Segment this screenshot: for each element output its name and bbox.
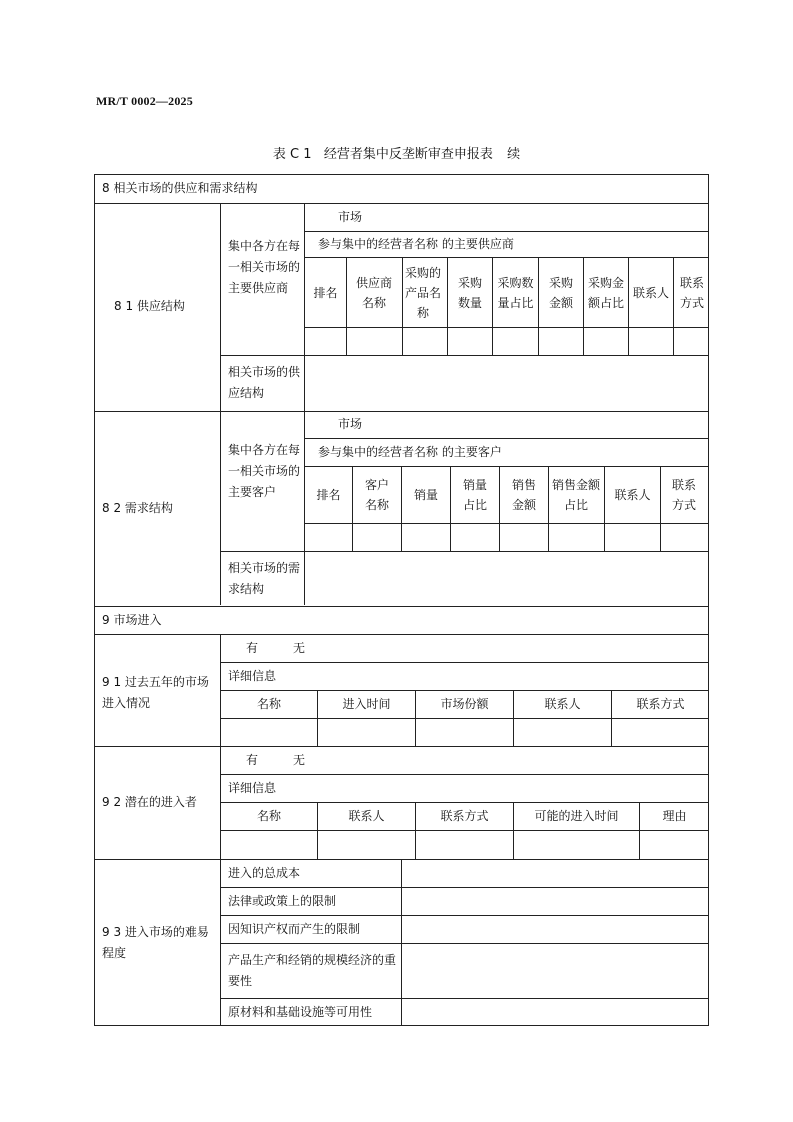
demand-col-contact-method: 联系方式 (671, 478, 696, 512)
entry-ease-label: 9 3 进入市场的难易程度 (102, 925, 209, 960)
demand-market-structure-label: 相关市场的需求结构 (228, 561, 301, 596)
past-col-market-share: 市场份额 (440, 697, 489, 711)
table-title-name: 经营者集中反垄断审查申报表 (323, 147, 493, 162)
demand-col-sales-volume-share: 销量占比 (462, 478, 487, 512)
demand-col-sales-volume: 销量 (413, 488, 438, 502)
supply-market-label: 市场 (338, 210, 363, 224)
potential-col-contact: 联系人 (348, 809, 385, 823)
entry-ease-item-legal-limits: 法律或政策上的限制 (228, 894, 337, 908)
supply-col-purchase-qty-share: 采购数量占比 (497, 276, 534, 310)
table-title-label: 表 C 1 (272, 147, 312, 162)
supply-col-purchase-amount: 采购金额 (548, 276, 573, 310)
supply-col-contact: 联系人 (632, 286, 669, 300)
past-entry-no: 无 (293, 641, 306, 655)
section-9-title: 9 市场进入 (102, 613, 162, 627)
supply-col-purchase-amount-share: 采购金额占比 (587, 276, 624, 310)
potential-col-name: 名称 (256, 809, 281, 823)
document-number: MR/T 0002—2025 (96, 94, 193, 108)
supply-col-rank: 排名 (313, 286, 338, 300)
section-8-title: 8 相关市场的供应和需求结构 (102, 181, 258, 195)
supply-col-contact-method: 联系方式 (679, 276, 704, 310)
demand-market-label: 市场 (338, 417, 363, 431)
past-col-name: 名称 (256, 697, 281, 711)
potential-entrant-no: 无 (293, 753, 306, 767)
supply-main-suppliers-label: 集中各方在每一相关市场的主要供应商 (228, 239, 301, 295)
supply-col-purchase-qty: 采购数量 (457, 276, 482, 310)
demand-col-customer-name: 客户名称 (364, 478, 389, 512)
past-col-contact: 联系人 (544, 697, 581, 711)
entry-ease-item-ip-limits: 因知识产权而产生的限制 (228, 922, 361, 936)
entry-ease-item-raw-materials: 原材料和基础设施等可用性 (228, 1005, 373, 1019)
entry-ease-item-total-cost: 进入的总成本 (228, 866, 301, 880)
past-entry-detail: 详细信息 (228, 669, 277, 683)
demand-col-rank: 排名 (316, 488, 341, 502)
potential-col-entry-time: 可能的进入时间 (534, 809, 619, 823)
potential-entrant-detail: 详细信息 (228, 781, 277, 795)
past-col-entry-time: 进入时间 (342, 697, 391, 711)
demand-col-contact: 联系人 (614, 488, 651, 502)
application-form-table (94, 174, 709, 1026)
supply-structure-label: 8 1 供应结构 (114, 299, 185, 313)
demand-col-sales-amount-share: 销售金额占比 (552, 478, 601, 512)
past-entry-yes: 有 (246, 641, 259, 655)
supply-col-supplier-name: 供应商名称 (355, 276, 392, 310)
demand-subheader: 参与集中的经营者名称 的主要客户 (318, 445, 502, 459)
entry-ease-item-economies-of-scale: 产品生产和经销的规模经济的重要性 (228, 953, 397, 988)
potential-entrant-label: 9 2 潜在的进入者 (102, 795, 197, 809)
potential-col-reason: 理由 (662, 809, 687, 823)
supply-market-structure-label: 相关市场的供应结构 (228, 365, 301, 400)
potential-col-contact-method: 联系方式 (440, 809, 489, 823)
demand-col-sales-amount: 销售金额 (511, 478, 536, 512)
supply-col-product-name: 采购的产品名称 (404, 266, 441, 320)
table-title (0, 143, 793, 162)
table-title-continued: 续 (507, 147, 521, 162)
past-col-contact-method: 联系方式 (636, 697, 685, 711)
demand-main-customers-label: 集中各方在每一相关市场的主要客户 (228, 443, 301, 499)
past-entry-label: 9 1 过去五年的市场进入情况 (102, 675, 209, 710)
demand-structure-label: 8 2 需求结构 (102, 501, 173, 515)
potential-entrant-yes: 有 (246, 753, 259, 767)
supply-subheader: 参与集中的经营者名称 的主要供应商 (318, 237, 514, 251)
